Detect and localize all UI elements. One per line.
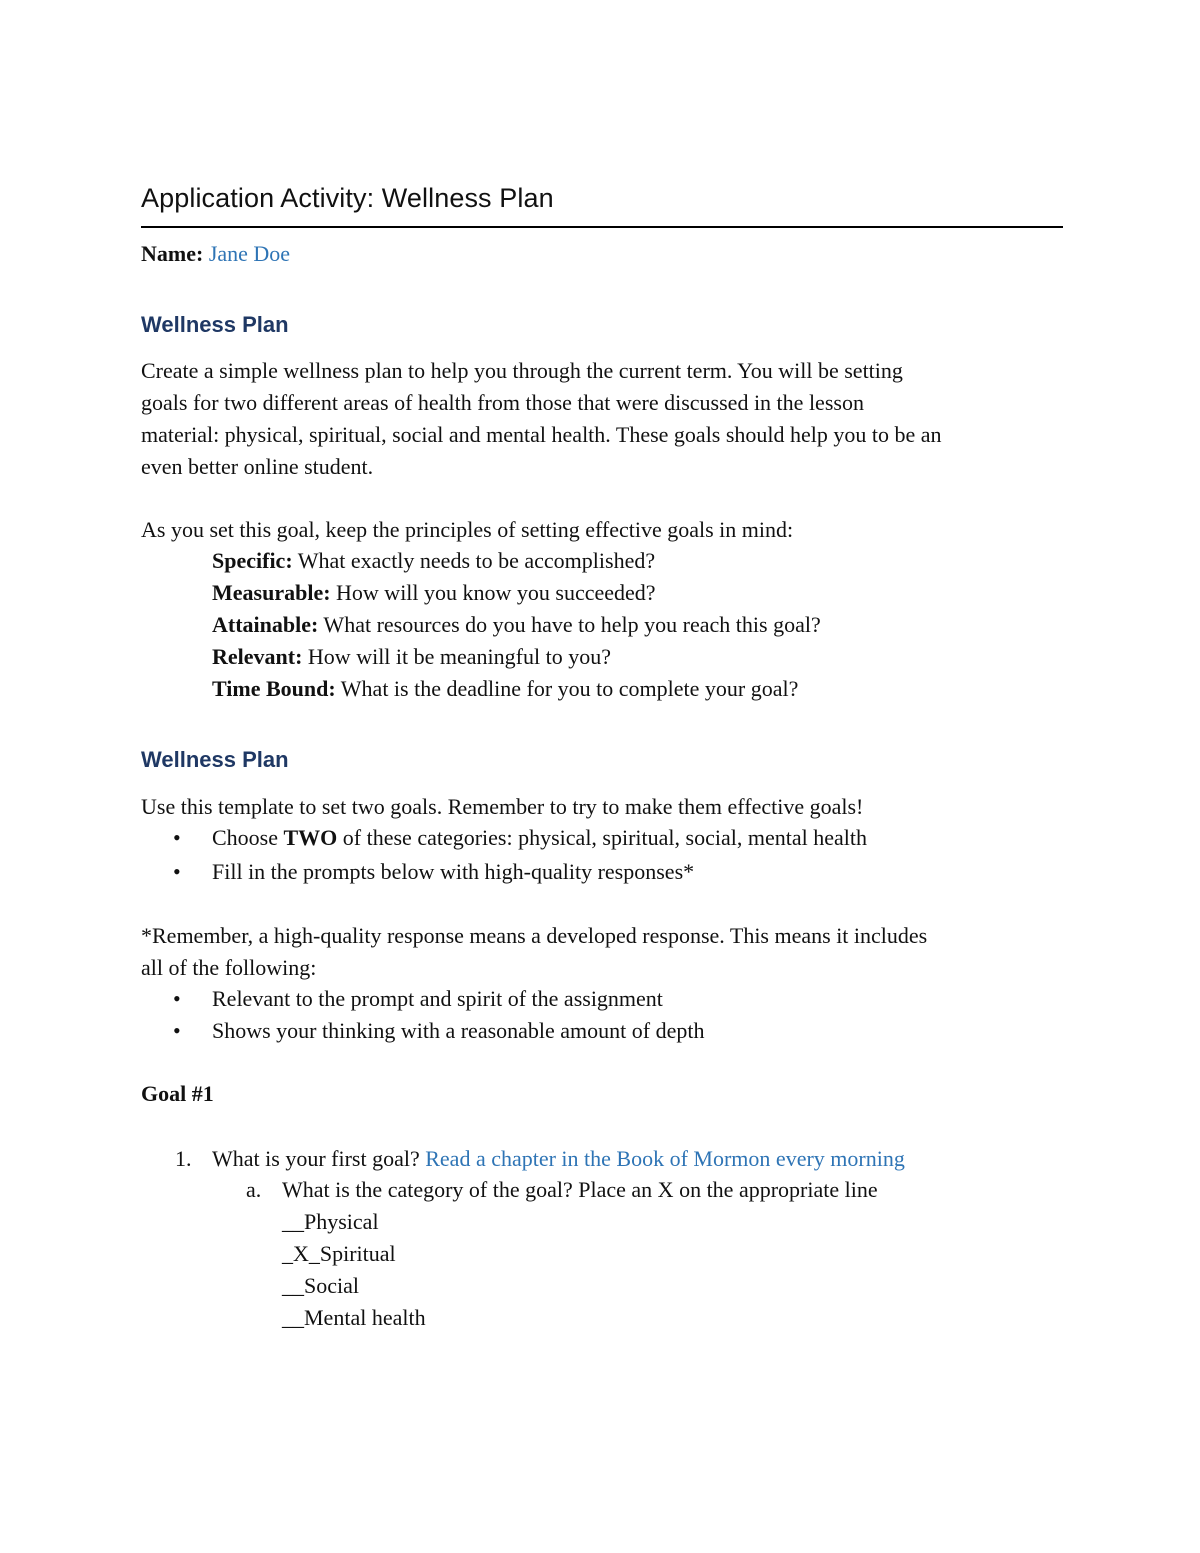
bullet-item-fill-prompts: Fill in the prompts below with high-quality responses* xyxy=(212,859,695,884)
principle-term: Attainable: xyxy=(212,612,319,637)
principle-relevant xyxy=(212,641,611,673)
intro-paragraph-line: even better online student. xyxy=(141,454,374,479)
sub-question-category: What is the category of the goal? Place an X on the appropriate line xyxy=(282,1177,878,1202)
principle-attainable xyxy=(212,609,821,641)
category-option-spiritual: _X_Spiritual xyxy=(282,1241,396,1266)
bullet-icon: • xyxy=(173,859,181,884)
principles-intro: As you set this goal, keep the principles of setting effective goals in mind: xyxy=(141,517,794,542)
category-option-social: __Social xyxy=(282,1273,359,1298)
bullet-text: Choose xyxy=(212,825,284,850)
name-value: Jane Doe xyxy=(208,241,291,266)
principle-term: Relevant: xyxy=(212,644,303,669)
bullet-icon: • xyxy=(173,825,181,850)
principle-text: What is the deadline for you to complete your goal? xyxy=(335,676,799,701)
section-heading-wellness-plan-1: Wellness Plan xyxy=(141,312,289,337)
principle-specific xyxy=(212,545,655,577)
sub-question-letter: a. xyxy=(246,1177,262,1202)
principle-term: Time Bound: xyxy=(212,676,336,701)
criteria-item: Shows your thinking with a reasonable amount of depth xyxy=(212,1018,705,1043)
principle-text: How will you know you succeeded? xyxy=(330,580,656,605)
bullet-item-choose-two xyxy=(212,822,867,854)
bullet-emphasis: TWO xyxy=(283,825,338,850)
question-text: What is your first goal? xyxy=(212,1146,420,1171)
bullet-icon: • xyxy=(173,986,181,1011)
principle-measurable xyxy=(212,577,656,609)
goal-1-heading: Goal #1 xyxy=(141,1081,214,1106)
question-1 xyxy=(212,1143,905,1175)
bullet-icon: • xyxy=(173,1018,181,1043)
intro-paragraph-line: material: physical, spiritual, social and mental health. These goals should help you to be an xyxy=(141,422,942,447)
category-option-physical: __Physical xyxy=(282,1209,379,1234)
principle-term: Measurable: xyxy=(212,580,331,605)
principle-time-bound xyxy=(212,673,798,705)
remember-line: *Remember, a high-quality response means a developed response. This means it includes xyxy=(141,923,928,948)
intro-paragraph-line: goals for two different areas of health from those that were discussed in the lesson xyxy=(141,390,864,415)
section-heading-wellness-plan-2: Wellness Plan xyxy=(141,747,289,772)
category-option-mental-health: __Mental health xyxy=(282,1305,426,1330)
principle-text: What resources do you have to help you reach this goal? xyxy=(318,612,821,637)
principle-term: Specific: xyxy=(212,548,293,573)
question-number: 1. xyxy=(175,1146,192,1171)
name-label: Name: xyxy=(141,241,204,266)
intro-paragraph-line: Create a simple wellness plan to help you through the current term. You will be setting xyxy=(141,358,903,383)
goal-answer: Read a chapter in the Book of Mormon every morning xyxy=(425,1146,905,1171)
criteria-item: Relevant to the prompt and spirit of the assignment xyxy=(212,986,663,1011)
principle-text: What exactly needs to be accomplished? xyxy=(292,548,656,573)
title-underline xyxy=(141,226,1063,228)
template-intro: Use this template to set two goals. Remember to try to make them effective goals! xyxy=(141,794,864,819)
bullet-text: of these categories: physical, spiritual, social, mental health xyxy=(337,825,867,850)
document-title: Application Activity: Wellness Plan xyxy=(141,183,554,213)
remember-line: all of the following: xyxy=(141,955,317,980)
name-line xyxy=(141,238,290,270)
principle-text: How will it be meaningful to you? xyxy=(302,644,611,669)
